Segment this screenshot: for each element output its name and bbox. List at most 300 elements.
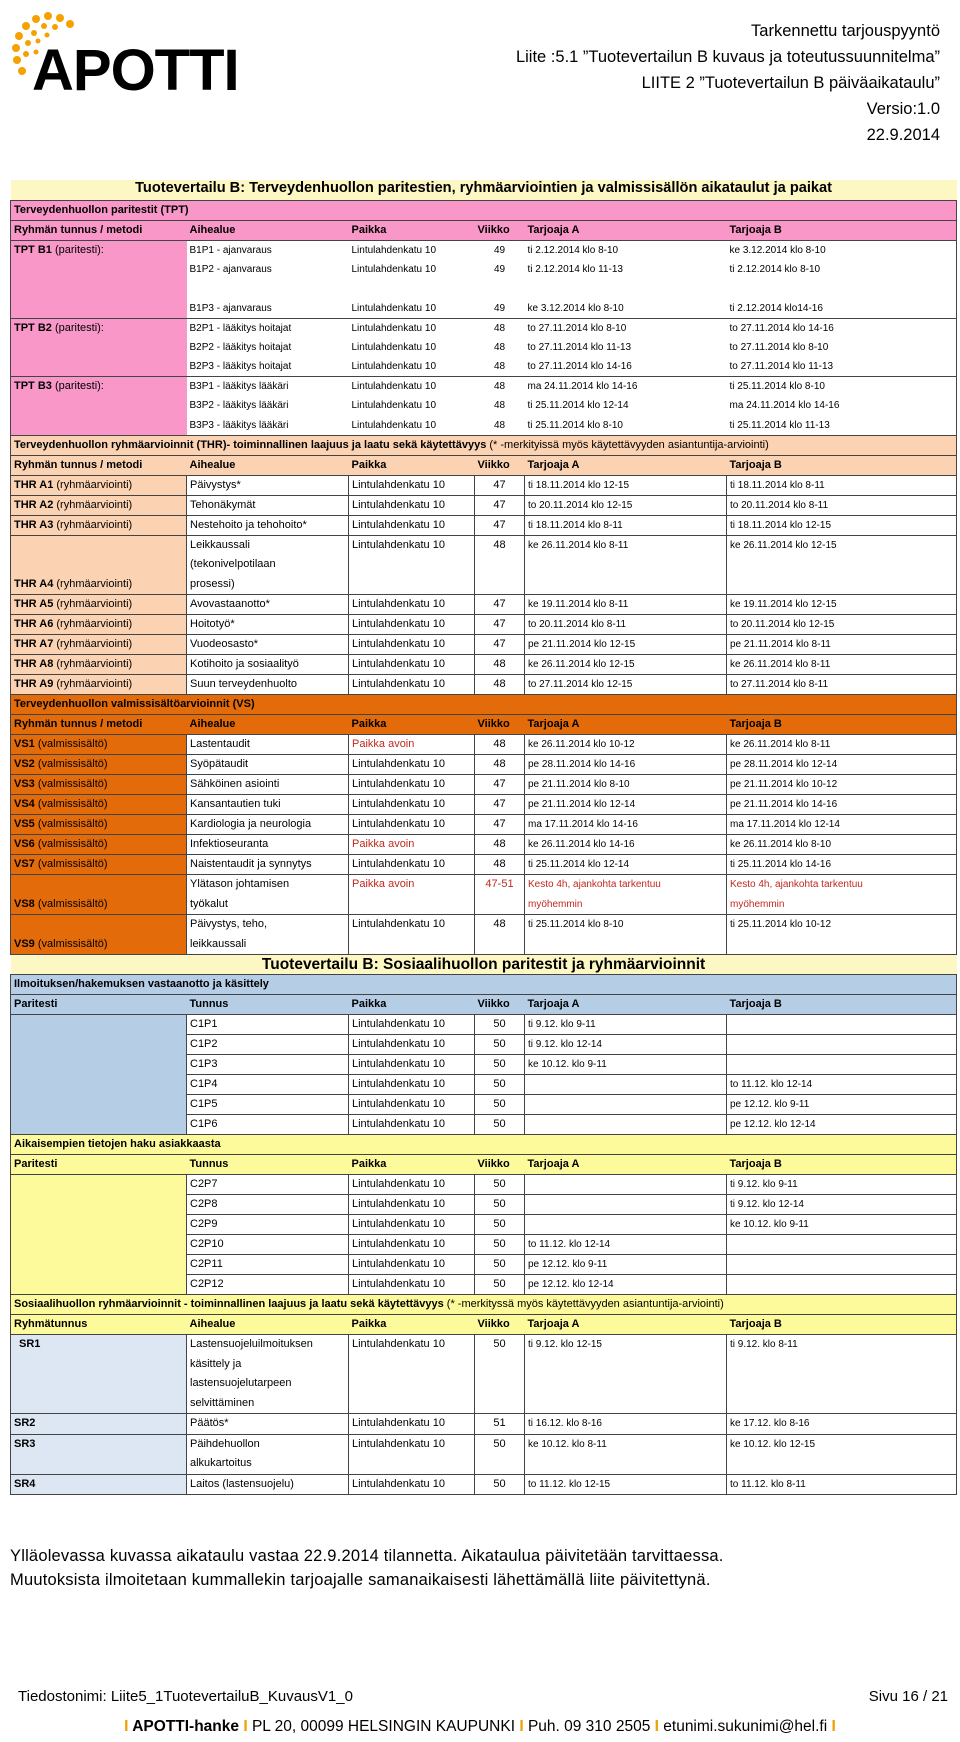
group-code: VS6 <box>14 838 35 850</box>
column-header-week: Viikko <box>475 1315 525 1335</box>
place-cell: Lintulahdenkatu 10 <box>349 1474 475 1495</box>
provider-b-cell: ke 26.11.2014 klo 8-11 <box>727 655 957 675</box>
group-method: (paritesti): <box>51 243 104 256</box>
column-header-place: Paikka <box>349 995 475 1015</box>
apotti-logo <box>8 6 248 96</box>
provider-b-cell: ti 9.12. klo 12-14 <box>727 1195 957 1215</box>
provider-b-cell <box>727 1255 957 1275</box>
text-line: Lastensuojeluilmoituksen <box>190 1338 313 1350</box>
vs-row <box>11 795 957 815</box>
provider-b-cell <box>727 1035 957 1055</box>
place-cell: Lintulahdenkatu 10 <box>349 495 475 515</box>
provider-b-cell: pe 21.11.2014 klo 8-11 <box>727 635 957 655</box>
tpt-row <box>11 240 957 260</box>
column-header-place: Paikka <box>349 715 475 735</box>
note-line-1: Ylläolevassa kuvassa aikataulu vastaa 22.9.2014 tilannetta. Aikataulua päivitetään tarvittaessa. <box>10 1547 724 1565</box>
column-header-place: Paikka <box>349 220 475 240</box>
group-cell <box>11 396 187 416</box>
tpt-row <box>11 338 957 358</box>
provider-b-cell: to 27.11.2014 klo 14-16 <box>727 318 957 338</box>
appendix-title: LIITE 2 ”Tuotevertailun B päiväaikataulu” <box>641 74 940 92</box>
group-method: (ryhmäarviointi) <box>53 498 133 511</box>
group-cell <box>11 1015 187 1035</box>
place-cell: Lintulahdenkatu 10 <box>349 1055 475 1075</box>
id-cell: C2P7 <box>187 1175 349 1195</box>
place-cell: Lintulahdenkatu 10 <box>349 240 475 260</box>
part1-title-text: Tuotevertailu B: Terveydenhuollon paritestien, ryhmäarviointien ja valmissisällön aikataulut ja paikat <box>11 180 957 200</box>
area-cell <box>187 875 349 915</box>
area-cell: Infektioseuranta <box>187 835 349 855</box>
week-cell: 48 <box>475 835 525 855</box>
area-cell: B1P3 - ajanvaraus <box>189 302 272 314</box>
place-cell: Paikka avoin <box>349 835 475 855</box>
section-title: Sosiaalihuollon ryhmäarvioinnit - toiminnallinen laajuus ja laatu sekä käytettävyys <box>14 1298 444 1310</box>
sr-row <box>11 1335 957 1414</box>
separator: I <box>654 1718 659 1735</box>
provider-b-cell: pe 12.12. klo 12-14 <box>727 1115 957 1135</box>
provider-b-cell: ti 25.11.2014 klo 10-12 <box>727 915 957 955</box>
group-cell <box>11 675 187 695</box>
provider-a-cell: pe 12.12. klo 12-14 <box>525 1275 727 1295</box>
provider-b-cell: ke 3.12.2014 klo 8-10 <box>727 240 957 260</box>
intake-section-heading <box>11 975 957 995</box>
text-line: myöhemmin <box>730 898 785 910</box>
section-title: Aikaisempien tietojen haku asiakkaasta <box>14 1138 221 1150</box>
week-cell: 47 <box>475 475 525 495</box>
provider-a-cell <box>525 1075 727 1095</box>
area-cell: Tehonäkymät <box>187 495 349 515</box>
text-line: Laitos (lastensuojelu) <box>190 1477 294 1490</box>
place-cell: Lintulahdenkatu 10 <box>349 535 475 595</box>
group-method: (ryhmäarviointi) <box>53 658 133 670</box>
section-note: (* -merkityssä myös käytettävyyden asiantuntija-arviointi) <box>443 1298 724 1310</box>
contact-project: APOTTI-hanke <box>132 1718 240 1735</box>
provider-b-cell: ke 26.11.2014 klo 12-15 <box>727 535 957 595</box>
tpt-row <box>11 357 957 377</box>
column-header-row <box>11 995 957 1015</box>
week-cell: 48 <box>475 318 525 338</box>
early-row <box>11 1235 957 1255</box>
provider-b-cell: pe 12.12. klo 9-11 <box>727 1095 957 1115</box>
provider-a-cell: ti 9.12. klo 12-14 <box>525 1035 727 1055</box>
place-cell: Lintulahdenkatu 10 <box>349 318 475 338</box>
tpt-section-heading-cell <box>11 200 957 220</box>
provider-a-cell: pe 21.11.2014 klo 12-15 <box>525 635 727 655</box>
provider-a-cell: to 27.11.2014 klo 11-13 <box>527 341 632 353</box>
early-row <box>11 1255 957 1275</box>
attachment-title: Liite :5.1 ”Tuotevertailun B kuvaus ja toteutussuunnitelma” <box>515 48 940 66</box>
group-cell <box>11 635 187 655</box>
week-cell: 48 <box>493 341 506 353</box>
group-cell <box>11 260 187 280</box>
column-header-week: Viikko <box>475 715 525 735</box>
group-code: THR A1 <box>14 478 54 491</box>
vs-row <box>11 915 957 955</box>
section-title: Terveydenhuollon ryhmäarvioinnit (THR)- toiminnallinen laajuus ja laatu sekä käytettävyys <box>14 438 487 451</box>
provider-a-cell: ti 9.12. klo 9-11 <box>525 1015 727 1035</box>
provider-b-cell <box>727 1055 957 1075</box>
place-cell: Lintulahdenkatu 10 <box>349 1175 475 1195</box>
week-cell: 48 <box>475 755 525 775</box>
text-line: Kesto 4h, ajankohta tarkentuu <box>730 879 863 890</box>
place-cell: Lintulahdenkatu 10 <box>349 635 475 655</box>
week-cell: 48 <box>475 655 525 675</box>
group-cell <box>11 855 187 875</box>
column-header-week: Viikko <box>475 1155 525 1175</box>
area-cell: Naistentaudit ja synnytys <box>187 855 349 875</box>
place-cell: Lintulahdenkatu 10 <box>349 1414 475 1435</box>
week-cell: 48 <box>493 419 506 431</box>
column-header-a: Tarjoaja A <box>525 1155 727 1175</box>
group-code: TPT B3 <box>14 380 52 392</box>
id-cell: C2P8 <box>187 1195 349 1215</box>
group-cell <box>11 535 187 595</box>
area-cell: Nestehoito ja tehohoito* <box>187 515 349 535</box>
provider-b-cell: pe 21.11.2014 klo 10-12 <box>727 775 957 795</box>
text-line: Päivystys, teho, <box>190 918 268 930</box>
provider-a-cell: to 27.11.2014 klo 14-16 <box>527 361 632 372</box>
group-method: (valmissisältö) <box>34 858 108 870</box>
place-cell: Lintulahdenkatu 10 <box>349 675 475 695</box>
area-cell <box>187 1414 349 1435</box>
week-cell: 47-51 <box>475 875 525 915</box>
provider-b-cell: ti 9.12. klo 8-11 <box>727 1335 957 1414</box>
text-line: Kesto 4h, ajankohta tarkentuu <box>528 879 661 890</box>
section-title: Terveydenhuollon paritestit (TPT) <box>14 203 189 216</box>
place-cell: Lintulahdenkatu 10 <box>349 1434 475 1474</box>
provider-b-cell: ti 25.11.2014 klo 8-10 <box>727 377 957 397</box>
column-header-b: Tarjoaja B <box>727 220 957 240</box>
provider-b-cell: ma 17.11.2014 klo 12-14 <box>727 815 957 835</box>
provider-b-cell: ti 25.11.2014 klo 11-13 <box>727 416 957 436</box>
place-cell: Lintulahdenkatu 10 <box>349 1115 475 1135</box>
sr-row <box>11 1474 957 1495</box>
week-cell: 50 <box>475 1235 525 1255</box>
group-code: TPT B2 <box>14 321 52 334</box>
group-code: THR A4 <box>14 578 54 590</box>
id-cell: C1P4 <box>187 1075 349 1095</box>
area-cell: Vuodeosasto* <box>187 635 349 655</box>
vs-row <box>11 855 957 875</box>
place-cell: Lintulahdenkatu 10 <box>349 615 475 635</box>
id-cell: C1P2 <box>187 1035 349 1055</box>
place-cell: Lintulahdenkatu 10 <box>351 302 437 314</box>
column-header-row <box>11 1155 957 1175</box>
group-cell <box>11 1275 187 1295</box>
intake-row <box>11 1075 957 1095</box>
provider-b-cell <box>727 1015 957 1035</box>
group-method: (valmissisältö) <box>34 818 108 830</box>
provider-a-cell: to 20.11.2014 klo 8-11 <box>525 615 727 635</box>
column-header-area: Aihealue <box>187 220 349 240</box>
area-cell: B1P2 - ajanvaraus <box>189 263 272 275</box>
section-note: (* -merkityissä myös käytettävyyden asiantuntija-arviointi) <box>486 438 769 451</box>
place-cell: Paikka avoin <box>349 875 475 915</box>
area-cell: Sähköinen asiointi <box>187 775 349 795</box>
vs-row <box>11 875 957 915</box>
area-cell: B1P1 - ajanvaraus <box>187 240 349 260</box>
column-header-row <box>11 715 957 735</box>
provider-b-cell: ti 9.12. klo 9-11 <box>727 1175 957 1195</box>
intake-row <box>11 1055 957 1075</box>
week-cell: 47 <box>475 815 525 835</box>
group-cell <box>11 1115 187 1135</box>
column-header-group: Paritesti <box>11 1155 187 1175</box>
place-cell: Lintulahdenkatu 10 <box>349 1015 475 1035</box>
intake-row <box>11 1015 957 1035</box>
tpt-row <box>11 396 957 416</box>
group-code: THR A2 <box>14 498 54 511</box>
column-header-a: Tarjoaja A <box>525 715 727 735</box>
place-cell: Lintulahdenkatu 10 <box>351 263 437 275</box>
group-cell <box>11 416 187 436</box>
text-line: työkalut <box>190 897 228 910</box>
provider-b-cell: ke 19.11.2014 klo 12-15 <box>727 595 957 615</box>
column-header-area: Tunnus <box>187 995 349 1015</box>
provider-a-cell <box>525 1115 727 1135</box>
part1-title <box>11 180 957 200</box>
group-code: SR3 <box>11 1434 187 1474</box>
group-method: (valmissisältö) <box>34 838 108 850</box>
group-cell <box>11 615 187 635</box>
text-line: lastensuojelutarpeen <box>190 1377 292 1389</box>
week-cell: 47 <box>475 635 525 655</box>
group-cell <box>11 1235 187 1255</box>
group-code: THR A6 <box>14 618 54 630</box>
group-cell <box>11 835 187 855</box>
group-method: (ryhmäarviointi) <box>53 478 133 491</box>
group-method: (valmissisältö) <box>34 758 108 770</box>
provider-b-cell: to 20.11.2014 klo 8-11 <box>727 495 957 515</box>
week-cell: 47 <box>475 615 525 635</box>
group-code: VS7 <box>14 858 35 870</box>
group-method: (valmissisältö) <box>34 778 108 790</box>
provider-a-cell: pe 28.11.2014 klo 14-16 <box>525 755 727 775</box>
provider-b-cell: ti 2.12.2014 klo14-16 <box>727 299 957 319</box>
provider-b-cell: ke 10.12. klo 12-15 <box>727 1434 957 1474</box>
group-cell <box>11 815 187 835</box>
provider-b-cell: ti 18.11.2014 klo 12-15 <box>727 515 957 535</box>
provider-b-cell: ti 18.11.2014 klo 8-11 <box>727 475 957 495</box>
group-method: (paritesti): <box>51 321 104 334</box>
provider-b-cell: to 11.12. klo 8-11 <box>727 1474 957 1495</box>
group-cell <box>11 495 187 515</box>
group-code: THR A7 <box>14 638 54 650</box>
group-cell <box>11 299 187 319</box>
week-cell: 48 <box>475 855 525 875</box>
column-header-b: Tarjoaja B <box>727 995 957 1015</box>
week-cell: 50 <box>475 1015 525 1035</box>
place-cell: Lintulahdenkatu 10 <box>349 1215 475 1235</box>
place-cell: Lintulahdenkatu 10 <box>349 1195 475 1215</box>
text-line: Päätös* <box>190 1417 229 1429</box>
thr-row <box>11 595 957 615</box>
area-cell: B3P2 - lääkitys lääkäri <box>189 400 289 411</box>
group-code: VS5 <box>14 818 35 830</box>
provider-a-cell: ti 16.12. klo 8-16 <box>525 1414 727 1435</box>
sr-section-heading-cell <box>11 1295 957 1315</box>
column-header-area: Aihealue <box>187 715 349 735</box>
group-code: VS1 <box>14 738 35 750</box>
provider-a-cell: ti 25.11.2014 klo 12-14 <box>527 400 629 411</box>
intake-row <box>11 1095 957 1115</box>
area-cell: Kotihoito ja sosiaalityö <box>187 655 349 675</box>
place-cell: Lintulahdenkatu 10 <box>349 795 475 815</box>
id-cell: C1P3 <box>187 1055 349 1075</box>
provider-a-cell: ti 18.11.2014 klo 12-15 <box>525 475 727 495</box>
text-line: alkukartoitus <box>190 1457 252 1469</box>
group-cell <box>11 357 187 377</box>
group-cell <box>11 1195 187 1215</box>
week-cell: 48 <box>493 361 506 372</box>
week-cell: 50 <box>475 1275 525 1295</box>
tpt-row <box>11 416 957 436</box>
group-code: VS4 <box>14 798 35 810</box>
provider-a-cell: ke 10.12. klo 9-11 <box>525 1055 727 1075</box>
group-code: THR A9 <box>14 678 54 690</box>
week-cell: 50 <box>475 1434 525 1474</box>
provider-a-cell: pe 21.11.2014 klo 8-10 <box>525 775 727 795</box>
tpt-row <box>11 377 957 397</box>
early-row <box>11 1175 957 1195</box>
group-method: (valmissisältö) <box>34 938 108 950</box>
column-header-week: Viikko <box>475 995 525 1015</box>
provider-a-cell: to 20.11.2014 klo 12-15 <box>525 495 727 515</box>
column-header-a: Tarjoaja A <box>525 220 727 240</box>
provider-b-cell: ti 2.12.2014 klo 8-10 <box>727 260 957 280</box>
group-method: (valmissisältö) <box>34 898 108 910</box>
section-title: Terveydenhuollon valmissisältöarvioinnit (VS) <box>14 698 255 710</box>
column-header-week: Viikko <box>475 220 525 240</box>
place-cell: Lintulahdenkatu 10 <box>349 855 475 875</box>
sr-row <box>11 1434 957 1474</box>
column-header-a: Tarjoaja A <box>525 455 727 475</box>
provider-a-cell: ti 18.11.2014 klo 8-11 <box>525 515 727 535</box>
provider-b-cell: to 11.12. klo 12-14 <box>727 1075 957 1095</box>
column-header-place: Paikka <box>349 1315 475 1335</box>
thr-section-heading-cell <box>11 435 957 455</box>
area-cell: B3P3 - lääkitys lääkäri <box>189 419 289 431</box>
area-cell: Syöpätaudit <box>187 755 349 775</box>
text-line: leikkaussali <box>190 937 247 950</box>
provider-a-cell: pe 21.11.2014 klo 12-14 <box>525 795 727 815</box>
group-cell <box>11 595 187 615</box>
area-cell: Avovastaanotto* <box>187 595 349 615</box>
thr-row <box>11 675 957 695</box>
week-cell: 48 <box>475 675 525 695</box>
group-method: (valmissisältö) <box>34 798 108 810</box>
id-cell: C1P6 <box>187 1115 349 1135</box>
provider-a-cell: ke 26.11.2014 klo 14-16 <box>525 835 727 855</box>
text-line: (tekonivelpotilaan <box>190 558 276 570</box>
early-row <box>11 1275 957 1295</box>
place-cell: Lintulahdenkatu 10 <box>349 1235 475 1255</box>
contact-line <box>0 1718 960 1736</box>
week-cell: 50 <box>475 1115 525 1135</box>
provider-a-cell: ke 26.11.2014 klo 12-15 <box>525 655 727 675</box>
place-cell: Lintulahdenkatu 10 <box>349 815 475 835</box>
group-cell <box>11 1075 187 1095</box>
group-cell <box>11 240 187 260</box>
provider-b-cell: ti 25.11.2014 klo 14-16 <box>727 855 957 875</box>
doc-type: Tarkennettu tarjouspyyntö <box>751 22 940 40</box>
place-cell: Lintulahdenkatu 10 <box>351 361 437 372</box>
id-cell: C2P10 <box>187 1235 349 1255</box>
doc-date: 22.9.2014 <box>866 126 940 144</box>
intake-row <box>11 1115 957 1135</box>
group-cell <box>11 1035 187 1055</box>
page-number: Sivu 16 / 21 <box>868 1688 948 1705</box>
place-cell: Lintulahdenkatu 10 <box>349 475 475 495</box>
week-cell: 47 <box>475 775 525 795</box>
separator: I <box>124 1718 129 1735</box>
schedule-table <box>10 180 957 1495</box>
group-code: SR4 <box>11 1474 187 1495</box>
group-method: (ryhmäarviointi) <box>53 638 133 650</box>
text-line: käsittely ja <box>190 1357 242 1370</box>
group-cell <box>11 775 187 795</box>
provider-a-cell: to 27.11.2014 klo 12-15 <box>525 675 727 695</box>
week-cell: 50 <box>475 1195 525 1215</box>
group-method: (ryhmäarviointi) <box>53 598 133 610</box>
thr-row <box>11 515 957 535</box>
group-cell <box>11 515 187 535</box>
tpt-section-heading <box>11 200 957 220</box>
place-cell: Lintulahdenkatu 10 <box>349 515 475 535</box>
column-header-a: Tarjoaja A <box>525 995 727 1015</box>
group-cell <box>11 915 187 955</box>
place-cell: Lintulahdenkatu 10 <box>349 1335 475 1414</box>
provider-b-cell: ma 24.11.2014 klo 14-16 <box>727 396 957 416</box>
week-cell: 48 <box>475 915 525 955</box>
early-row <box>11 1195 957 1215</box>
group-code: TPT B1 <box>14 243 52 256</box>
place-cell: Lintulahdenkatu 10 <box>349 377 475 397</box>
column-header-group: Ryhmän tunnus / metodi <box>11 715 187 735</box>
week-cell: 48 <box>475 535 525 595</box>
intake-section-heading-cell <box>11 975 957 995</box>
page-header <box>0 0 960 150</box>
column-header-group: Ryhmän tunnus / metodi <box>11 455 187 475</box>
thr-section-heading <box>11 435 957 455</box>
provider-a-cell: to 11.12. klo 12-15 <box>525 1474 727 1495</box>
group-cell <box>11 735 187 755</box>
group-cell <box>11 875 187 915</box>
early-row <box>11 1215 957 1235</box>
column-header-week: Viikko <box>475 455 525 475</box>
place-cell: Lintulahdenkatu 10 <box>351 400 437 411</box>
provider-a-cell: ke 19.11.2014 klo 8-11 <box>525 595 727 615</box>
text-line: Päihdehuollon <box>190 1437 260 1450</box>
group-cell <box>11 338 187 358</box>
place-cell: Lintulahdenkatu 10 <box>349 775 475 795</box>
column-header-place: Paikka <box>349 455 475 475</box>
group-code: SR1 <box>11 1335 187 1414</box>
note-line-2: Muutoksista ilmoitetaan kummallekin tarjoajalle samanaikaisesti lähettämällä liite päivitettynä. <box>10 1571 711 1589</box>
provider-a-cell: to 27.11.2014 klo 8-10 <box>525 318 727 338</box>
area-cell: Kardiologia ja neurologia <box>187 815 349 835</box>
vs-row <box>11 735 957 755</box>
week-cell: 50 <box>475 1255 525 1275</box>
group-method: (ryhmäarviointi) <box>53 618 133 630</box>
week-cell: 50 <box>475 1474 525 1495</box>
separator: I <box>243 1718 248 1735</box>
text-line: prosessi) <box>190 577 235 590</box>
provider-a-cell: ti 25.11.2014 klo 8-10 <box>527 419 623 431</box>
provider-a-cell <box>525 1095 727 1115</box>
place-cell: Lintulahdenkatu 10 <box>349 1035 475 1055</box>
week-cell: 50 <box>475 1335 525 1414</box>
